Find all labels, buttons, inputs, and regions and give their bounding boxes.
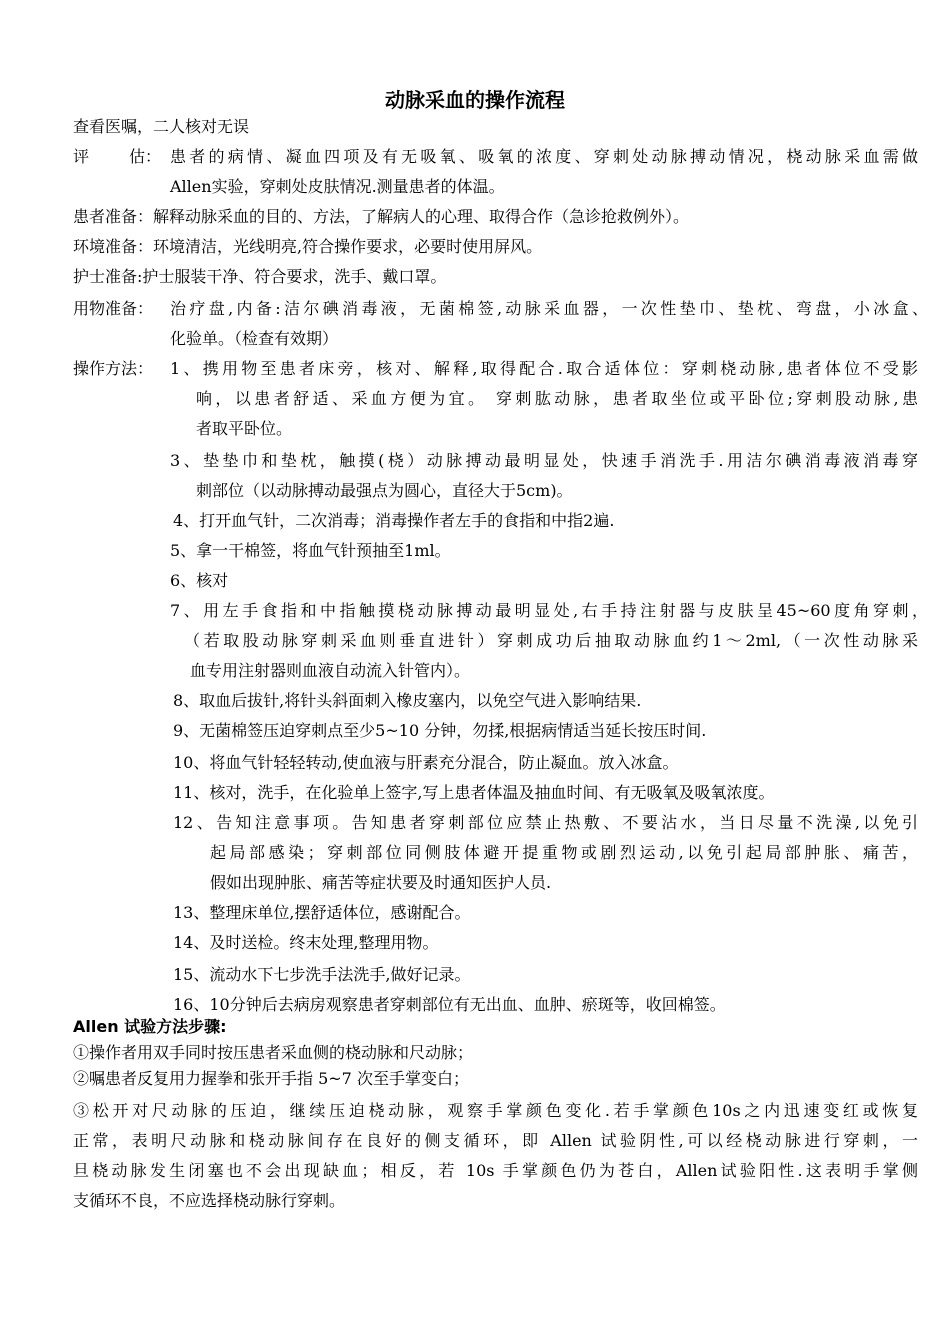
- environment-prep-line: 环境准备：环境清洁，光线明亮,符合操作要求，必要时使用屏风。: [73, 237, 543, 256]
- allen-item-3-line-3: 旦桡动脉发生闭塞也不会出现缺血；相反，若 10s 手掌颜色仍为苍白，Allen试验阳性.这表明手掌侧: [73, 1161, 918, 1180]
- nurse-prep-line: 护士准备:护士服装干净、符合要求，洗手、戴口罩。: [73, 267, 447, 286]
- procedure-step-12-line-1: 12、告知注意事项。告知患者穿刺部位应禁止热敷、不要沾水，当日尽量不洗澡,以免引: [173, 813, 918, 832]
- procedure-step-15: 15、流动水下七步洗手法洗手,做好记录。: [173, 965, 471, 984]
- procedure-step-3-line-1: 3、垫垫巾和垫枕，触摸(桡）动脉搏动最明显处，快速手消洗手.用洁尔碘消毒液消毒穿: [170, 451, 918, 470]
- procedure-step-12-line-2: 起局部感染；穿刺部位同侧肢体避开提重物或剧烈运动,以免引起局部肿胀、痛苦，: [210, 843, 918, 862]
- procedure-step-1-line-1: 1、携用物至患者床旁，核对、解释,取得配合.取合适体位：穿刺桡动脉,患者体位不受影: [170, 359, 918, 378]
- allen-item-3-line-1: ③松开对尺动脉的压迫，继续压迫桡动脉，观察手掌颜色变化.若手掌颜色10s之内迅速变红或恢复: [73, 1101, 918, 1120]
- procedure-step-7-line-2: （若取股动脉穿刺采血则垂直进针）穿刺成功后抽取动脉血约1～2ml,（一次性动脉采: [184, 631, 918, 650]
- allen-heading: Allen 试验方法步骤:: [73, 1017, 227, 1036]
- supplies-line-2: 化验单。（检查有效期）: [170, 329, 339, 348]
- procedure-step-5: 5、拿一干棉签，将血气针预抽至1ml。: [170, 541, 451, 560]
- allen-item-3-line-2: 正常，表明尺动脉和桡动脉间存在良好的侧支循环，即 Allen 试验阴性,可以经桡动脉进行穿刺，一: [73, 1131, 918, 1150]
- allen-item-1: ①操作者用双手同时按压患者采血侧的桡动脉和尺动脉；: [73, 1043, 474, 1062]
- procedure-step-6: 6、核对: [170, 571, 229, 590]
- assessment-label-left: 评: [73, 147, 90, 166]
- assessment-line-1: 患者的病情、凝血四项及有无吸氧、吸氧的浓度、穿刺处动脉搏动情况，桡动脉采血需做: [170, 147, 918, 166]
- assessment-line-2: Allen实验，穿刺处皮肤情况.测量患者的体温。: [170, 177, 505, 196]
- procedure-step-10: 10、将血气针轻轻转动,使血液与肝素充分混合，防止凝血。放入冰盒。: [173, 753, 679, 772]
- supplies-line-1: 治疗盘,内备:洁尔碘消毒液，无菌棉签,动脉采血器，一次性垫巾、垫枕、弯盘，小冰盒、: [170, 299, 928, 318]
- procedure-step-16: 16、10分钟后去病房观察患者穿刺部位有无出血、血肿、瘀斑等，收回棉签。: [173, 995, 726, 1014]
- procedure-step-3-line-2: 刺部位（以动脉搏动最强点为圆心，直径大于5cm)。: [196, 481, 573, 500]
- procedure-step-13: 13、整理床单位,摆舒适体位，感谢配合。: [173, 903, 471, 922]
- supplies-label: 用物准备：: [73, 299, 154, 318]
- procedure-step-11: 11、核对，洗手，在化验单上签字,写上患者体温及抽血时间、有无吸氧及吸氧浓度。: [173, 783, 775, 802]
- check-order-line: 查看医嘱，二人核对无误: [73, 117, 250, 136]
- document-title: 动脉采血的操作流程: [385, 88, 565, 112]
- procedure-step-7-line-1: 7、用左手食指和中指触摸桡动脉搏动最明显处,右手持注射器与皮肤呈45~60度角穿刺，: [170, 601, 928, 620]
- procedure-step-12-line-3: 假如出现肿胀、痛苦等症状要及时通知医护人员.: [210, 873, 552, 892]
- procedure-step-14: 14、及时送检。终末处理,整理用物。: [173, 933, 439, 952]
- assessment-label-right: 估：: [129, 147, 162, 166]
- patient-prep-line: 患者准备：解释动脉采血的目的、方法，了解病人的心理、取得合作（急诊抢救例外）。: [73, 207, 690, 226]
- procedure-label: 操作方法：: [73, 359, 154, 378]
- procedure-step-7-line-3: 血专用注射器则血液自动流入针管内）。: [190, 661, 471, 680]
- procedure-step-4: 4、打开血气针，二次消毒；消毒操作者左手的食指和中指2遍.: [173, 511, 615, 530]
- allen-item-3-line-4: 支循环不良，不应选择桡动脉行穿刺。: [73, 1191, 346, 1210]
- allen-item-2: ②嘱患者反复用力握拳和张开手指 5~7 次至手掌变白；: [73, 1069, 469, 1088]
- procedure-step-9: 9、无菌棉签压迫穿刺点至少5~10 分钟，勿揉,根据病情适当延长按压时间.: [173, 721, 707, 740]
- procedure-step-1-line-2: 响，以患者舒适、采血方便为宜。 穿刺肱动脉，患者取坐位或平卧位;穿刺股动脉,患: [196, 389, 918, 408]
- procedure-step-1-line-3: 者取平卧位。: [196, 419, 293, 438]
- procedure-step-8: 8、取血后拔针,将针头斜面刺入橡皮塞内，以免空气进入影响结果.: [173, 691, 642, 710]
